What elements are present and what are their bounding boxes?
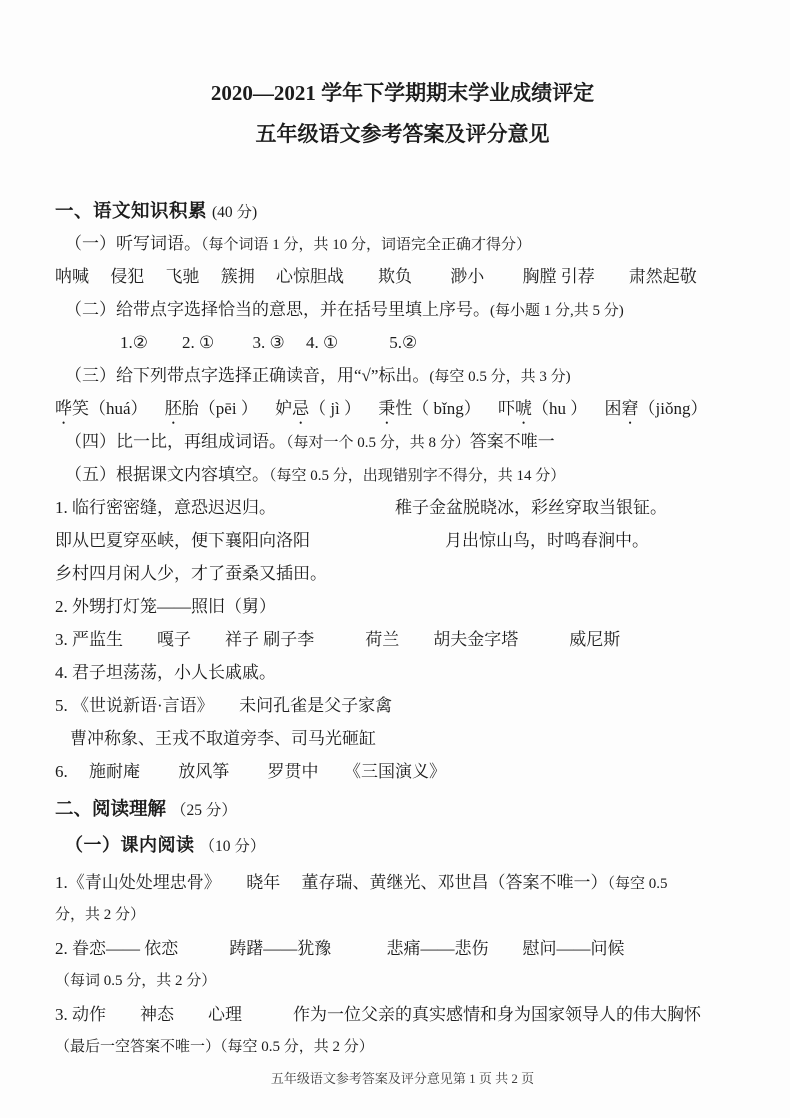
reading-item1-main: 1.《青山处处埋忠骨》 晓年 董存瑞、黄继光、邓世昌（答案不唯一）	[55, 873, 608, 892]
section2-score: （25 分）	[171, 802, 237, 819]
pinyin-dotted-char: 哗	[55, 399, 72, 418]
pinyin-rest: （jiǒng）	[638, 399, 708, 418]
part3-note: (每空 0.5 分，共 3 分)	[429, 369, 571, 385]
pinyin-group-bingxing	[378, 399, 480, 418]
pinyin-rest: 胎（pēi ）	[181, 399, 258, 418]
pinyin-rest: （hu ）	[532, 399, 588, 418]
reading-item2-line2: （每词 0.5 分，共 2 分）	[55, 973, 217, 989]
part3-label-text: （三）给下列带点字选择正确读音，用“√”标出。	[65, 366, 430, 385]
section1-score: (40 分)	[212, 204, 258, 221]
part5-item6: 6. 施耐庵 放风筝 罗贯中 《三国演义》	[55, 762, 446, 781]
verse1-right: 稚子金盆脱晓冰，彩丝穿取当银钲。	[395, 498, 667, 517]
pinyin-group-duji	[275, 399, 361, 418]
section2-part1-heading	[55, 829, 750, 862]
reading-item2-line1: 2. 眷恋—— 依恋 踌躇——犹豫 悲痛——悲伤 慰问——问候	[55, 939, 625, 958]
part5-item4: 4. 君子坦荡荡，小人长戚戚。	[55, 663, 276, 682]
pinyin-pre: 困	[604, 399, 622, 418]
reading-item1-note: （每空 0.5	[607, 876, 668, 892]
part1-note: （每个词语 1 分，共 10 分，词语完全正确才得分）	[201, 237, 532, 253]
pinyin-rest: 笑（huá）	[72, 399, 148, 418]
part1-label-text: （一）听写词语。	[65, 234, 201, 253]
pinyin-pre: 吓	[498, 399, 516, 418]
doc-title-line2: 五年级语文参考答案及评分意见	[255, 122, 550, 146]
part3-label	[55, 359, 750, 392]
part5-item2: 2. 外甥打灯笼——照旧（舅）	[55, 597, 276, 616]
verse2-right: 月出惊山鸟，时鸣春涧中。	[445, 531, 649, 550]
part4-label	[55, 425, 750, 458]
part5-label-text: （五）根据课文内容填空。	[65, 465, 269, 484]
part2-label	[55, 293, 750, 326]
verse1-left: 1. 临行密密缝，意恐迟迟归。	[55, 498, 276, 517]
section2-heading	[55, 792, 750, 825]
part1-dictation-answers: 呐喊 侵犯 飞驰 簇拥 心惊胆战 欺负 渺小 胸膛 引荐 肃然起敬	[55, 267, 697, 286]
pinyin-dotted-char: 忌	[292, 399, 310, 418]
reading-item3-line2: （最后一空答案不唯一）（每空 0.5 分，共 2 分）	[55, 1039, 374, 1055]
reading-item3-line1: 3. 动作 神态 心理 作为一位父亲的真实感情和身为国家领导人的伟大胸怀	[55, 1005, 701, 1024]
verse-line-3: 乡村四月闲人少，才了蚕桑又插田。	[55, 564, 327, 583]
page-footer: 五年级语文参考答案及评分意见第 1 页 共 2 页	[270, 1071, 535, 1086]
doc-title-line1: 2020—2021 学年下学期期末学业成绩评定	[210, 81, 595, 105]
section1-heading-text: 一、语文知识积累	[55, 200, 208, 221]
pinyin-group-huaxiao	[55, 399, 148, 418]
pinyin-dotted-char: 唬	[515, 399, 533, 418]
part5-item5: 5. 《世说新语·言语》 未问孔雀是父子家禽	[55, 696, 393, 715]
part5-note: （每空 0.5 分，出现错别字不得分，共 14 分）	[269, 468, 566, 484]
section2-heading-text: 二、阅读理解	[55, 798, 167, 819]
part2-note: (每小题 1 分,共 5 分)	[490, 303, 624, 319]
part4-suffix: 答案不唯一	[469, 432, 555, 451]
part5-label	[55, 458, 750, 491]
pinyin-pre: 妒	[275, 399, 293, 418]
pinyin-rest: （ jì ）	[309, 399, 362, 418]
reading-item1-line2: 分，共 2 分）	[55, 907, 146, 923]
part2-label-text: （二）给带点字选择恰当的意思，并在括号里填上序号。	[65, 300, 490, 319]
part5-item5-continued: 曹冲称象、王戎不取道旁李、司马光砸缸	[70, 729, 376, 748]
part1-dictation-label	[55, 227, 750, 260]
part4-note: （每对一个 0.5 分，共 8 分）	[286, 435, 470, 451]
section2-part1-heading-text: （一）课内阅读	[65, 835, 195, 855]
part3-pinyin-answers	[55, 392, 750, 425]
part5-item3: 3. 严监生 嘎子 祥子 刷子李 荷兰 胡夫金字塔 威尼斯	[55, 630, 621, 649]
verse-line-1	[55, 491, 750, 524]
reading-item1-line1	[55, 866, 750, 899]
pinyin-group-peitai	[165, 399, 258, 418]
verse-line-2	[55, 524, 750, 557]
pinyin-dotted-char: 秉	[378, 399, 396, 418]
part4-label-text: （四）比一比，再组成词语。	[65, 432, 286, 451]
pinyin-rest: 性（ bǐng）	[395, 399, 481, 418]
pinyin-dotted-char: 胚	[164, 399, 182, 418]
part2-answers: 1.② 2. ① 3. ③ 4. ① 5.②	[120, 333, 418, 352]
pinyin-dotted-char: 窘	[621, 399, 639, 418]
verse2-left: 即从巴夏穿巫峡，便下襄阳向洛阳	[55, 531, 310, 550]
pinyin-group-xiahu	[498, 399, 587, 418]
pinyin-group-kunjiong	[605, 399, 708, 418]
section2-part1-score: （10 分）	[199, 838, 266, 855]
section1-heading	[55, 194, 750, 227]
